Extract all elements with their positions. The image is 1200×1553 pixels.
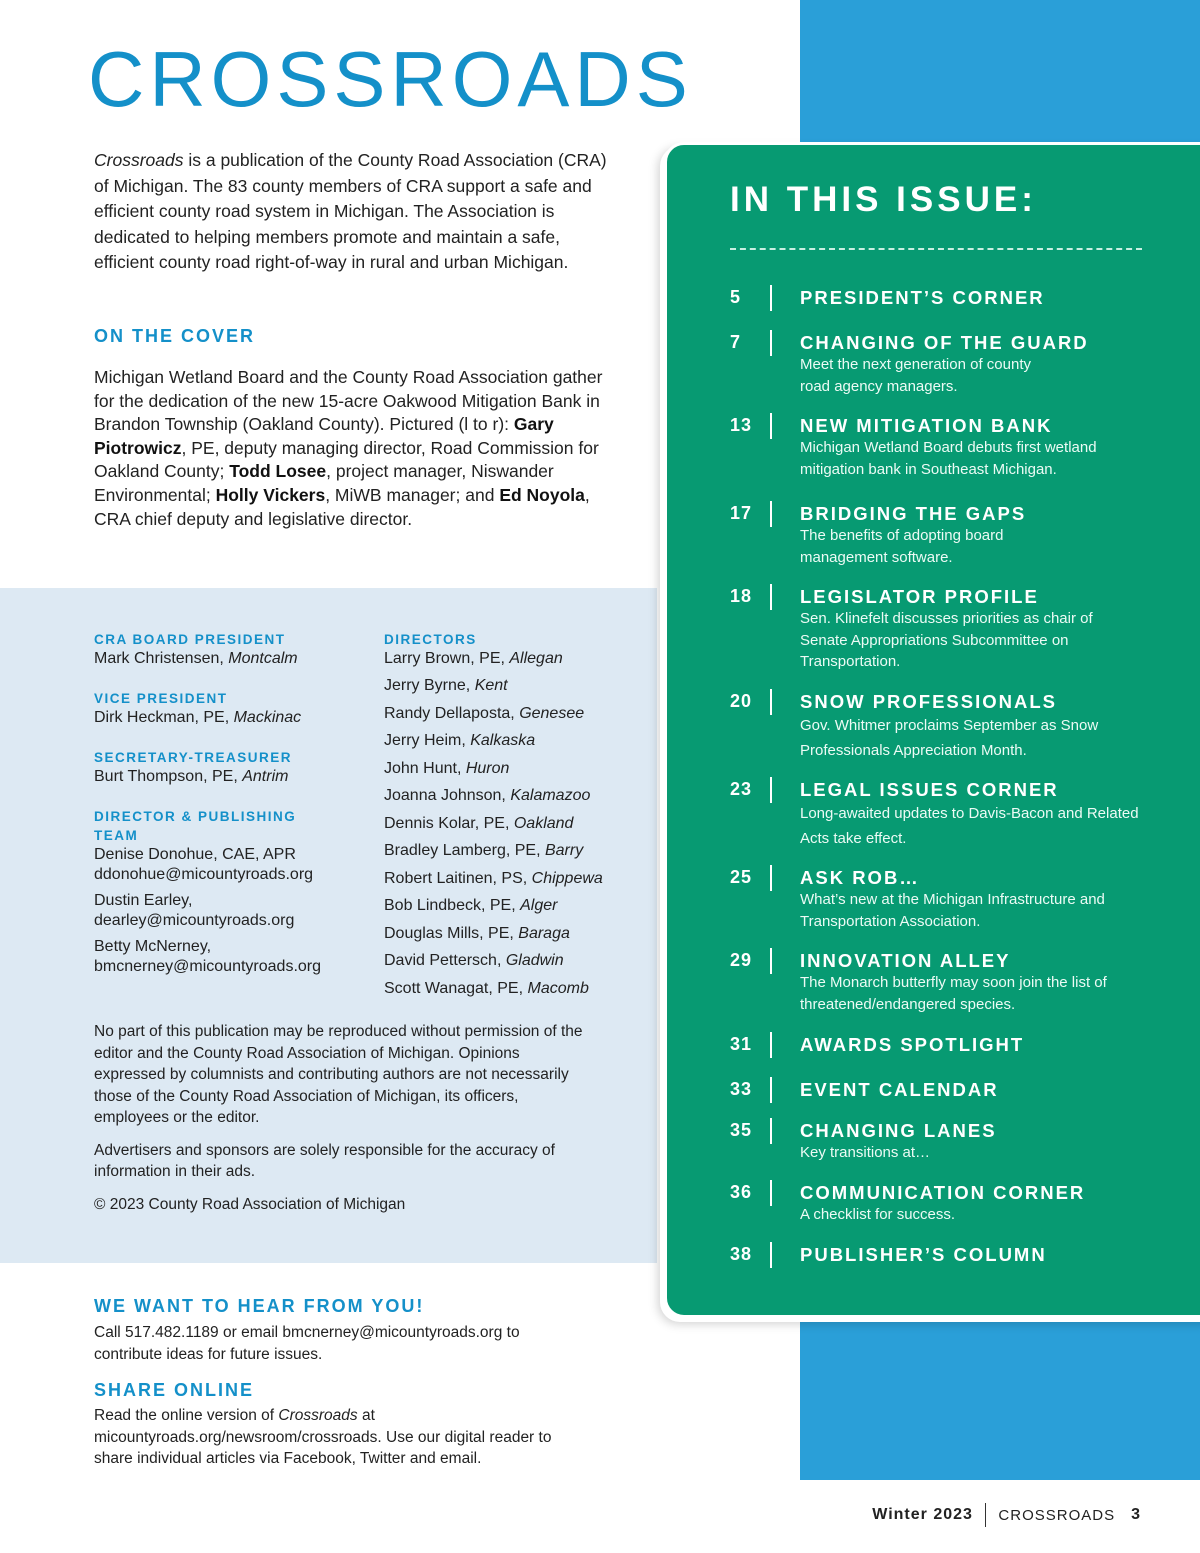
director-name: Larry Brown, PE, <box>384 650 510 667</box>
toc-entry-body <box>800 691 1160 763</box>
share-text <box>94 1405 574 1470</box>
director-item <box>384 810 644 838</box>
director-name: John Hunt, <box>384 759 466 777</box>
toc-entry-title: INNOVATION ALLEY <box>800 950 1011 971</box>
share-publication-name: Crossroads <box>278 1407 358 1424</box>
role-title: CRA BOARD PRESIDENT <box>94 632 286 647</box>
intro-publication-name: Crossroads <box>94 150 184 170</box>
director-item <box>384 649 644 669</box>
director-county: Barry <box>544 842 584 859</box>
toc-entry-title: LEGAL ISSUES CORNER <box>800 779 1059 800</box>
director-item <box>384 865 644 893</box>
cover-person-4: Ed Noyola <box>499 484 585 505</box>
toc-divider <box>730 248 1142 250</box>
toc-entry-body <box>800 779 1160 851</box>
director-name: Douglas Mills, PE, <box>384 924 519 942</box>
cover-caption <box>94 366 624 531</box>
person-name: Burt Thompson, PE, <box>94 768 243 785</box>
director-name: David Pettersch, <box>384 952 506 969</box>
toc-separator <box>770 285 772 311</box>
director-county: Macomb <box>527 979 589 997</box>
toc-page-number: 25 <box>730 867 753 887</box>
contact-email: ddonohue@micountyroads.org <box>94 866 314 883</box>
cover-person-2: Todd Losee <box>229 461 327 482</box>
intro-text: is a publication of the County Road Association (CRA) of Michigan. The 83 county members of CRA support a safe and efficient county road system in Michigan. The Association is dedicated to helping members promote and maintain a safe, efficient county road right-of-way in rural and urban Michigan. <box>94 150 607 272</box>
page-number: 3 <box>1131 1506 1140 1523</box>
director-item <box>384 727 644 755</box>
toc-page-number: 35 <box>730 1120 753 1140</box>
toc-entry-description: The Monarch butterfly may soon join the list of threatened/endangered species. <box>800 974 1107 1013</box>
toc-entry-description: Michigan Wetland Board debuts first wetland mitigation bank in Southeast Michigan. <box>800 439 1097 478</box>
directors-entries <box>384 649 644 1002</box>
director-name: Joanna Johnson, <box>384 787 511 804</box>
toc-separator <box>770 501 772 527</box>
toc-page-number: 33 <box>730 1079 753 1099</box>
director-name: Bradley Lamberg, PE, <box>384 842 545 859</box>
toc-entry-title: CHANGING OF THE GUARD <box>800 332 1089 353</box>
contact-1 <box>94 845 364 885</box>
role-title: VICE PRESIDENT <box>94 691 228 706</box>
toc-separator <box>770 865 772 891</box>
toc-entry-title: ASK ROB… <box>800 867 920 888</box>
toc-page-number: 20 <box>730 691 753 711</box>
toc-entry-body <box>800 1079 1160 1101</box>
role-person <box>94 767 364 787</box>
directors-heading: DIRECTORS <box>384 632 477 647</box>
role-publishing-team <box>94 807 364 977</box>
contact-3 <box>94 937 364 977</box>
toc-entry-title: PRESIDENT’S CORNER <box>800 287 1045 308</box>
footer-divider <box>985 1503 987 1527</box>
copyright-notice: © 2023 County Road Association of Michigan <box>94 1195 406 1213</box>
toc-page-number: 13 <box>730 415 753 435</box>
director-item <box>384 975 644 1003</box>
toc-entry-title: PUBLISHER’S COLUMN <box>800 1244 1047 1265</box>
toc-entry-title: EVENT CALENDAR <box>800 1079 999 1100</box>
role-person <box>94 649 364 669</box>
page-title: CROSSROADS <box>88 35 693 123</box>
role-president <box>94 630 364 669</box>
director-item <box>384 920 644 948</box>
directors-list <box>384 630 644 1002</box>
director-item <box>384 947 644 975</box>
toc-entry-title: BRIDGING THE GAPS <box>800 503 1027 524</box>
toc-entry-body <box>800 1120 1160 1164</box>
legal-notice <box>94 1021 594 1226</box>
role-title: DIRECTOR & PUBLISHING TEAM <box>94 809 297 843</box>
toc-page-number: 5 <box>730 287 742 307</box>
legal-paragraph: No part of this publication may be reproduced without permission of the editor and the County Road Association of Michigan. Opinions expressed by columnists and contributing authors are not necessarily those of the County Road Association of Michigan, its officers, employees or the editor. <box>94 1023 583 1126</box>
share-heading: SHARE ONLINE <box>94 1380 255 1400</box>
director-name: Bob Lindbeck, PE, <box>384 897 521 914</box>
toc-entry-body <box>800 415 1160 480</box>
director-county: Alger <box>520 897 558 914</box>
toc-page-number: 29 <box>730 950 753 970</box>
role-title: SECRETARY-TREASURER <box>94 750 293 765</box>
toc-separator <box>770 330 772 356</box>
magazine-name: CROSSROADS <box>998 1506 1116 1524</box>
toc-entry-body <box>800 1182 1160 1226</box>
issue-label: Winter 2023 <box>872 1506 973 1523</box>
director-county: Kalamazoo <box>510 787 591 804</box>
toc-separator <box>770 689 772 715</box>
toc-entry-title: CHANGING LANES <box>800 1120 997 1141</box>
person-county: Montcalm <box>228 650 298 667</box>
cover-person-1: Gary Piotrowicz <box>94 414 554 458</box>
toc-entry-description: A checklist for success. <box>800 1206 956 1223</box>
toc-entry-description: The benefits of adopting board management software. <box>800 527 1004 566</box>
toc-separator <box>770 584 772 610</box>
toc-title: IN THIS ISSUE: <box>730 180 1037 219</box>
intro-paragraph <box>94 148 614 276</box>
toc-page-number: 38 <box>730 1244 753 1264</box>
director-item <box>384 700 644 728</box>
director-name: Robert Laitinen, PS, <box>384 869 532 887</box>
person-county: Mackinac <box>233 709 302 726</box>
toc-separator <box>770 1242 772 1268</box>
director-item <box>384 672 644 700</box>
toc-separator <box>770 1077 772 1103</box>
cover-heading: ON THE COVER <box>94 326 256 346</box>
role-person <box>94 708 364 728</box>
toc-entry-title: SNOW PROFESSIONALS <box>800 691 1057 712</box>
cover-text-4: , MiWB manager; and <box>325 484 500 505</box>
director-county: Allegan <box>509 650 563 667</box>
toc-entry-body <box>800 332 1160 397</box>
toc-entry-title: AWARDS SPOTLIGHT <box>800 1034 1025 1055</box>
feedback-text: Call 517.482.1189 or email bmcnerney@micountyroads.org to contribute ideas for future issues. <box>94 1324 520 1363</box>
toc-separator <box>770 413 772 439</box>
director-county: Oakland <box>513 814 574 832</box>
toc-separator <box>770 1032 772 1058</box>
toc-separator <box>770 777 772 803</box>
toc-page-number: 7 <box>730 332 742 352</box>
toc-entry-description: Gov. Whitmer proclaims September as Snow Professionals Appreciation Month. <box>800 717 1099 759</box>
toc-entry-title: COMMUNICATION CORNER <box>800 1182 1086 1203</box>
role-vice-president <box>94 689 364 728</box>
director-name: Jerry Byrne, <box>384 677 475 694</box>
director-county: Kent <box>474 677 508 694</box>
share-text-2: at micountyroads.org/newsroom/crossroads. Use our digital reader to share individual articles via Facebook, Twitter and email. <box>94 1407 552 1467</box>
person-name: Dirk Heckman, PE, <box>94 709 234 726</box>
contact-name: Denise Donohue, CAE, APR <box>94 846 296 863</box>
cover-text-1: Michigan Wetland Board and the County Road Association gather for the dedication of the new 15-acre Oakwood Mitigation Bank in Brandon Township (Oakland County). Pictured (l to r): <box>94 367 603 435</box>
contact-email: dearley@micountyroads.org <box>94 912 295 929</box>
toc-entry-title: LEGISLATOR PROFILE <box>800 586 1039 607</box>
director-name: Randy Dellaposta, <box>384 704 520 722</box>
toc-entry-description: What’s new at the Michigan Infrastructure and Transportation Association. <box>800 891 1105 930</box>
toc-entry-body <box>800 287 1160 309</box>
page-footer <box>872 1503 1140 1527</box>
contact-email: bmcnerney@micountyroads.org <box>94 958 322 975</box>
share-text-1: Read the online version of <box>94 1407 279 1424</box>
toc-page-number: 36 <box>730 1182 753 1202</box>
toc-entry-description: Long-awaited updates to Davis-Bacon and Related Acts take effect. <box>800 805 1139 847</box>
legal-paragraph: Advertisers and sponsors are solely responsible for the accuracy of information in their ads. <box>94 1141 555 1180</box>
toc-page-number: 18 <box>730 586 753 606</box>
director-county: Huron <box>465 759 510 777</box>
director-county: Gladwin <box>505 952 564 969</box>
director-county: Baraga <box>518 924 570 942</box>
director-name: Jerry Heim, <box>384 732 471 749</box>
director-county: Kalkaska <box>470 732 536 749</box>
contact-2 <box>94 891 364 931</box>
cover-text-5: , CRA chief deputy and legislative director. <box>94 484 590 529</box>
director-item <box>384 892 644 920</box>
director-county: Chippewa <box>531 869 603 887</box>
director-item <box>384 782 644 810</box>
cover-person-3: Holly Vickers <box>215 484 326 505</box>
toc-separator <box>770 1118 772 1144</box>
person-name: Mark Christensen, <box>94 650 229 667</box>
role-secretary-treasurer <box>94 748 364 787</box>
board-roles <box>94 630 364 997</box>
director-name: Scott Wanagat, PE, <box>384 979 528 997</box>
cover-text-3: , project manager, Niswander Environmental; <box>94 461 554 505</box>
toc-entry-title: NEW MITIGATION BANK <box>800 415 1053 436</box>
toc-entry-body <box>800 1034 1160 1056</box>
toc-entry-description: Meet the next generation of county road agency managers. <box>800 356 1031 395</box>
toc-entry-body <box>800 950 1160 1015</box>
toc-separator <box>770 1180 772 1206</box>
director-item <box>384 837 644 865</box>
toc-page-number: 23 <box>730 779 753 799</box>
director-county: Genesee <box>519 704 585 722</box>
toc-page-number: 31 <box>730 1034 753 1054</box>
person-county: Antrim <box>242 768 289 785</box>
toc-separator <box>770 948 772 974</box>
cover-text-2: , PE, deputy managing director, Road Commission for Oakland County; <box>94 437 599 482</box>
director-item <box>384 755 644 783</box>
toc-entry-body <box>800 1244 1160 1266</box>
contact-name: Betty McNerney, <box>94 938 212 955</box>
toc-entry-body <box>800 503 1160 568</box>
contact-name: Dustin Earley, <box>94 892 193 909</box>
toc-entry-body <box>800 586 1160 673</box>
toc-page-number: 17 <box>730 503 753 523</box>
toc-entry-description: Sen. Klinefelt discusses priorities as chair of Senate Appropriations Subcommittee on Transportation. <box>800 610 1093 670</box>
feedback-heading: WE WANT TO HEAR FROM YOU! <box>94 1296 425 1316</box>
toc-entry-description: Key transitions at… <box>800 1144 931 1161</box>
toc-entry-body <box>800 867 1160 932</box>
director-name: Dennis Kolar, PE, <box>384 814 514 832</box>
